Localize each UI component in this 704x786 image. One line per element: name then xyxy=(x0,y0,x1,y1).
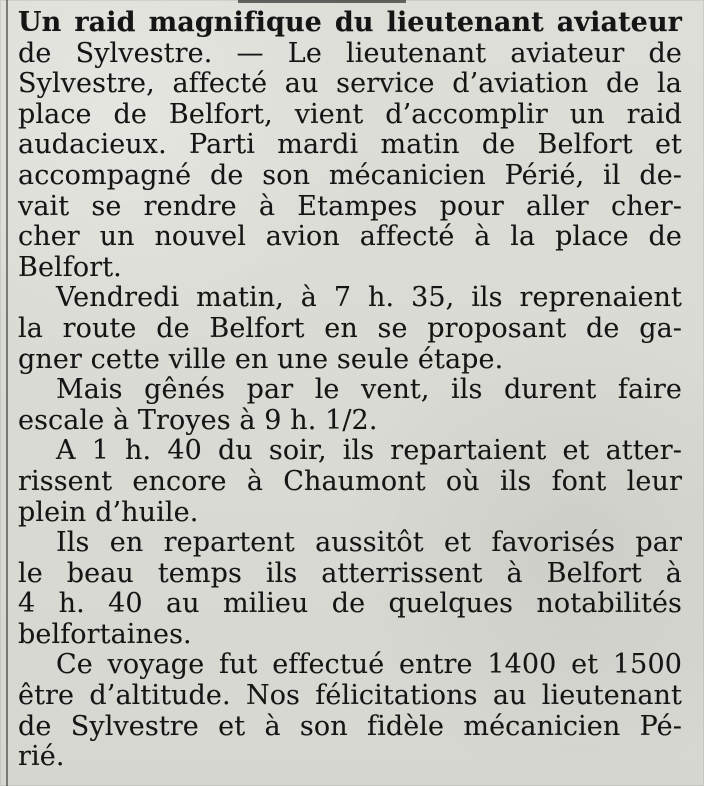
article-line-21: belfortaines. xyxy=(18,618,192,650)
headline-line-1: Un raid magnifique du lieutenant aviateur xyxy=(18,7,682,38)
article-line-23: être d’altitude. Nos félicitations au lieutenant xyxy=(18,680,682,712)
article-line-9: Belfort. xyxy=(18,251,122,283)
article-line-8: cher un nouvel avion affecté à la place de xyxy=(18,221,682,253)
article-line-16: rissent encore à Chaumont où ils font leur xyxy=(18,465,682,497)
article-line-14: escale à Troyes à 9 h. 1/2. xyxy=(18,404,378,436)
top-separator-rule xyxy=(238,0,406,3)
article-line-5: audacieux. Parti mardi matin de Belfort et xyxy=(18,129,682,161)
article-line-10: Vendredi matin, à 7 h. 35, ils reprenaient xyxy=(56,282,682,314)
left-column-rule xyxy=(6,0,8,786)
article-line-12: gner cette ville en une seule étape. xyxy=(18,343,504,375)
article-line-25: rié. xyxy=(18,741,65,773)
article-line-22: Ce voyage fut effectué entre 1400 et 1500 xyxy=(56,649,682,681)
article-line-20: 4 h. 40 au milieu de quelques notabilités xyxy=(18,588,682,620)
article-line-15: A 1 h. 40 du soir, ils repartaient et atter- xyxy=(56,435,682,467)
article-line-4: place de Belfort, vient d’accomplir un raid xyxy=(18,98,682,130)
article-line-2: de Sylvestre. — Le lieutenant aviateur de xyxy=(18,37,682,69)
news-article xyxy=(18,8,682,773)
article-line-7: vait se rendre à Etampes pour aller cher- xyxy=(18,190,682,222)
article-line-18: Ils en repartent aussitôt et favorisés par xyxy=(56,527,682,559)
article-line-11: la route de Belfort en se proposant de ga- xyxy=(18,312,682,344)
article-line-3: Sylvestre, affecté au service d’aviation de la xyxy=(18,68,682,100)
article-line-13: Mais gênés par le vent, ils durent faire xyxy=(56,374,682,406)
article-line-24: de Sylvestre et à son fidèle mécanicien Pé- xyxy=(18,710,682,742)
article-line-19: le beau temps ils atterrissent à Belfort à xyxy=(18,557,682,589)
article-line-6: accompagné de son mécanicien Périé, il de- xyxy=(18,159,682,191)
article-line-17: plein d’huile. xyxy=(18,496,199,528)
